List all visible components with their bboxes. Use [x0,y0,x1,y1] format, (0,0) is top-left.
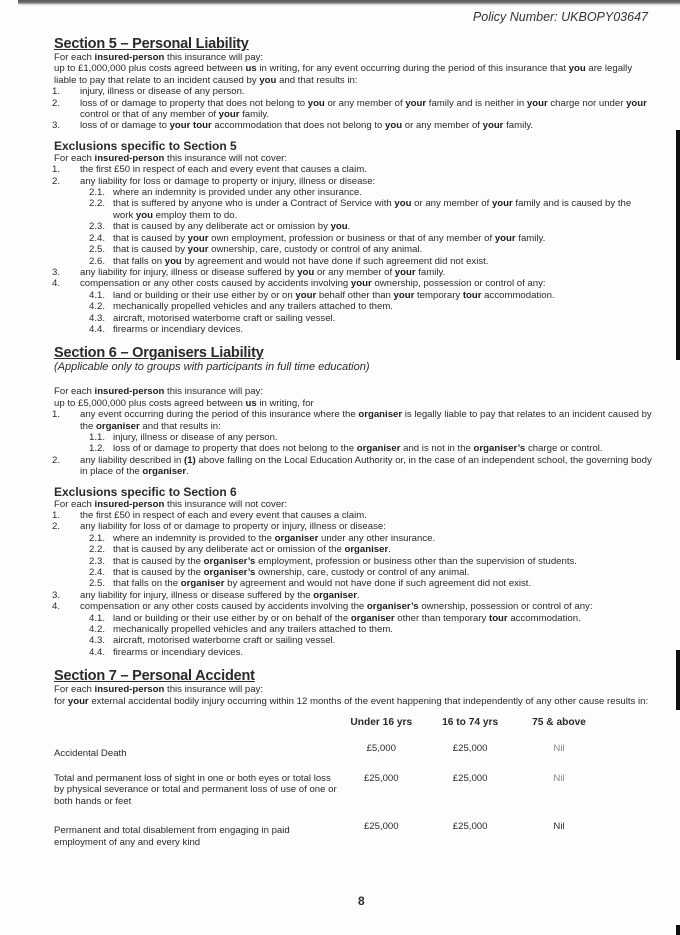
sub-item-number: 4.4. [89,646,106,658]
exclusions-list [54,164,654,335]
benefit-description: Permanent and total disablement from engaging in paid employment of any and every kind [54,825,290,848]
list-item [54,120,654,131]
item-number: 2. [52,521,61,533]
item-number: 4. [52,601,61,613]
list-item [54,176,654,187]
sub-list-item [54,313,654,324]
sub-item-number: 2.3. [89,555,106,567]
sub-item-text: that is caused by the organiser’s ownership, care, custody or control of any animal. [113,567,470,579]
sub-item-text: aircraft, motorised waterborne craft or sailing vessel. [113,312,336,324]
exclusions-intro: For each insured-person this insurance will not cover: [54,498,288,510]
sub-item-text: that is caused by any deliberate act or omission by you. [113,221,351,233]
sub-item-number: 2.3. [89,221,106,233]
benefit-value: £5,000 [366,742,396,754]
sub-list-item [54,635,654,646]
item-text: any liability for injury, illness or disease suffered by the organiser. [80,589,360,601]
item-text: compensation or any other costs caused by accidents involving your ownership, possession or control of any: [80,278,546,290]
sub-list-item [54,221,654,232]
sub-item-number: 2.5. [89,578,106,590]
list-item [54,510,654,521]
benefit-value: £25,000 [363,821,399,833]
sub-list-item [54,613,654,624]
item-text: the first £50 in respect of each and every event that causes a claim. [80,510,367,521]
sub-item-text: that is caused by the organiser’s employment, profession or business other than the supervision of students. [113,555,577,567]
cover-list [54,86,654,132]
scan-edge-mark [676,925,680,935]
sub-list-item [54,443,654,454]
sub-item-number: 2.4. [89,567,106,579]
benefit-value: £25,000 [452,772,488,784]
item-number: 3. [52,120,61,132]
sub-item-text: that is caused by any deliberate act or omission of the organiser. [113,544,391,556]
benefit-value: Nil [553,742,565,754]
cover-statement: up to £1,000,000 plus costs agreed between us in writing, for any event occurring during the period of this insurance that you are legally liable to pay that relate to an incident caused by you and that results in: [54,63,633,86]
section-intro: For each insured-person this insurance will pay: [54,386,264,398]
sub-item-number: 2.1. [89,532,106,544]
sub-list-item [54,624,654,635]
sub-item-text: that falls on the organiser by agreement and would not have done if such agreement did not exist. [113,578,532,590]
benefit-description: Accidental Death [54,747,127,759]
column-header: 16 to 74 yrs [442,717,499,729]
sub-item-text: where an indemnity is provided to the organiser under any other insurance. [113,532,436,544]
sub-item-text: aircraft, motorised waterborne craft or sailing vessel. [113,635,336,647]
sub-list-item [54,198,654,221]
sub-item-text: loss of or damage to property that does not belong to the organiser and is not in the organiser’s charge or control. [113,443,603,455]
sub-item-number: 4.1. [89,289,106,301]
scan-edge-mark [676,650,680,710]
sub-item-text: mechanically propelled vehicles and any trailers attached to them. [113,624,393,636]
list-item [54,98,654,121]
sub-list-item [54,256,654,267]
column-header: Under 16 yrs [350,717,413,729]
sub-item-number: 2.1. [89,187,106,199]
section-7 [54,668,654,848]
sub-list-item [54,647,654,658]
item-number: 4. [52,278,61,290]
item-text: any liability for loss or damage to property or injury, illness or disease: [80,175,376,187]
sub-item-number: 4.2. [89,624,106,636]
sub-item-number: 2.6. [89,255,106,267]
sub-list-item [54,432,654,443]
sub-item-text: injury, illness or disease of any person. [113,431,278,443]
exclusions-title: Exclusions specific to Section 6 [54,484,237,499]
item-text: loss of or damage to your tour accommodation that does not belong to you or any member of your family. [80,120,534,132]
section-title: Section 7 – Personal Accident [54,668,255,685]
table-row [54,773,654,821]
item-text: any liability for injury, illness or disease suffered by you or any member of your family. [80,266,446,278]
sub-item-number: 2.2. [89,544,106,556]
item-number: 2. [52,175,61,187]
sub-item-text: that falls on you by agreement and would not have done if such agreement did not exist. [113,255,489,267]
list-item [54,278,654,289]
sub-item-number: 4.4. [89,323,106,335]
sub-item-text: firearms or incendiary devices. [113,646,244,658]
sub-item-number: 2.4. [89,232,106,244]
sub-list-item [54,187,654,198]
item-number: 3. [52,266,61,278]
sub-item-number: 4.3. [89,312,106,324]
sub-list-item [54,244,654,255]
section-intro: For each insured-person this insurance will pay: [54,684,264,696]
list-item [54,86,654,97]
cover-statement: up to £5,000,000 plus costs agreed between us in writing, for [54,397,314,409]
sub-item-number: 2.5. [89,244,106,256]
benefit-description: Total and permanent loss of sight in one or both eyes or total loss by physical severance or total and permanent loss of use of one or both hands or feet [54,772,337,807]
exclusions-title: Exclusions specific to Section 5 [54,138,237,153]
benefit-value: Nil [553,772,565,784]
sub-list-item [54,290,654,301]
list-item [54,409,654,432]
item-number: 1. [52,409,61,421]
sub-item-number: 4.2. [89,301,106,313]
list-item [54,601,654,612]
list-item [54,164,654,175]
list-item [54,455,654,478]
item-number: 3. [52,589,61,601]
exclusions-section-5 [54,139,654,336]
list-item [54,590,654,601]
sub-item-number: 4.1. [89,612,106,624]
benefit-value: £25,000 [452,821,488,833]
scan-edge-mark [676,130,680,360]
applicability-note: (Applicable only to groups with participants in full time education) [54,361,370,374]
sub-item-text: where an indemnity is provided under any other insurance. [113,187,363,199]
item-number: 1. [52,86,61,98]
item-text: loss of or damage to property that does not belong to you or any member of your family and is neither in your charge nor under your control or that of any member of your family. [80,97,647,121]
sub-item-text: firearms or incendiary devices. [113,323,244,335]
section-6 [54,345,654,477]
exclusions-intro: For each insured-person this insurance will not cover: [54,152,288,164]
item-text: any event occurring during the period of this insurance where the organiser is legally liable to pay that relates to an incident caused by the organiser and that results in: [80,409,652,432]
benefits-table [54,717,654,848]
policy-number: Policy Number: UKBOPY03647 [472,10,648,24]
sub-item-text: that is caused by your own employment, profession or business or that of any member of your family. [113,232,546,244]
item-number: 2. [52,454,61,466]
sub-list-item [54,233,654,244]
sub-item-text: that is caused by your ownership, care, custody or control of any animal. [113,244,423,256]
document-body [54,36,654,848]
sub-item-number: 1.1. [89,431,106,443]
exclusions-list [54,510,654,658]
table-row [54,821,654,848]
section-title: Section 5 – Personal Liability [54,36,249,52]
list-item [54,521,654,532]
sub-list-item [54,567,654,578]
scan-top-edge [18,0,680,6]
sub-list-item [54,578,654,589]
sub-item-number: 2.2. [89,198,106,210]
item-text: any liability for loss of or damage to property or injury, illness or disease: [80,521,386,533]
sub-list-item [54,556,654,567]
page-number: 8 [358,894,365,908]
item-text: compensation or any other costs caused by accidents involving the organiser’s ownership, possession or control of any: [80,601,593,613]
sub-item-number: 4.3. [89,635,106,647]
benefit-value: Nil [553,821,565,833]
section-intro: For each insured-person this insurance will pay: [54,52,264,63]
item-text: any liability described in (1) above falling on the Local Education Authority or, in the case of an independent school, the governing body in place of the organiser. [80,454,652,478]
cover-list [54,409,654,477]
item-number: 1. [52,510,61,521]
list-item [54,267,654,278]
sub-item-text: that is suffered by anyone who is under a Contract of Service with you or any member of your family and is caused by the work you employ them to do. [113,198,632,221]
item-text: the first £50 in respect of each and every event that causes a claim. [80,164,367,176]
benefit-value: £25,000 [452,742,488,754]
item-number: 2. [52,97,61,109]
section-5 [54,36,654,132]
sub-item-text: land or building or their use either by or on behalf of the organiser other than temporary tour accommodation. [113,612,581,624]
sub-list-item [54,533,654,544]
item-number: 1. [52,164,61,176]
table-header-row [54,717,654,742]
sub-item-text: mechanically propelled vehicles and any trailers attached to them. [113,301,393,313]
sub-list-item [54,301,654,312]
item-text: injury, illness or disease of any person. [80,86,245,98]
column-header: 75 & above [532,717,586,729]
section-title: Section 6 – Organisers Liability [54,345,264,362]
sub-item-number: 1.2. [89,443,106,455]
sub-list-item [54,324,654,335]
benefit-value: £25,000 [363,772,399,784]
exclusions-section-6 [54,485,654,659]
sub-list-item [54,544,654,555]
cover-statement: for your external accidental bodily injury occurring within 12 months of the event happening that independently of any other cause results in: [54,695,649,707]
sub-item-text: land or building or their use either by or on your behalf other than your temporary tour accommodation. [113,289,555,301]
table-row [54,743,654,773]
